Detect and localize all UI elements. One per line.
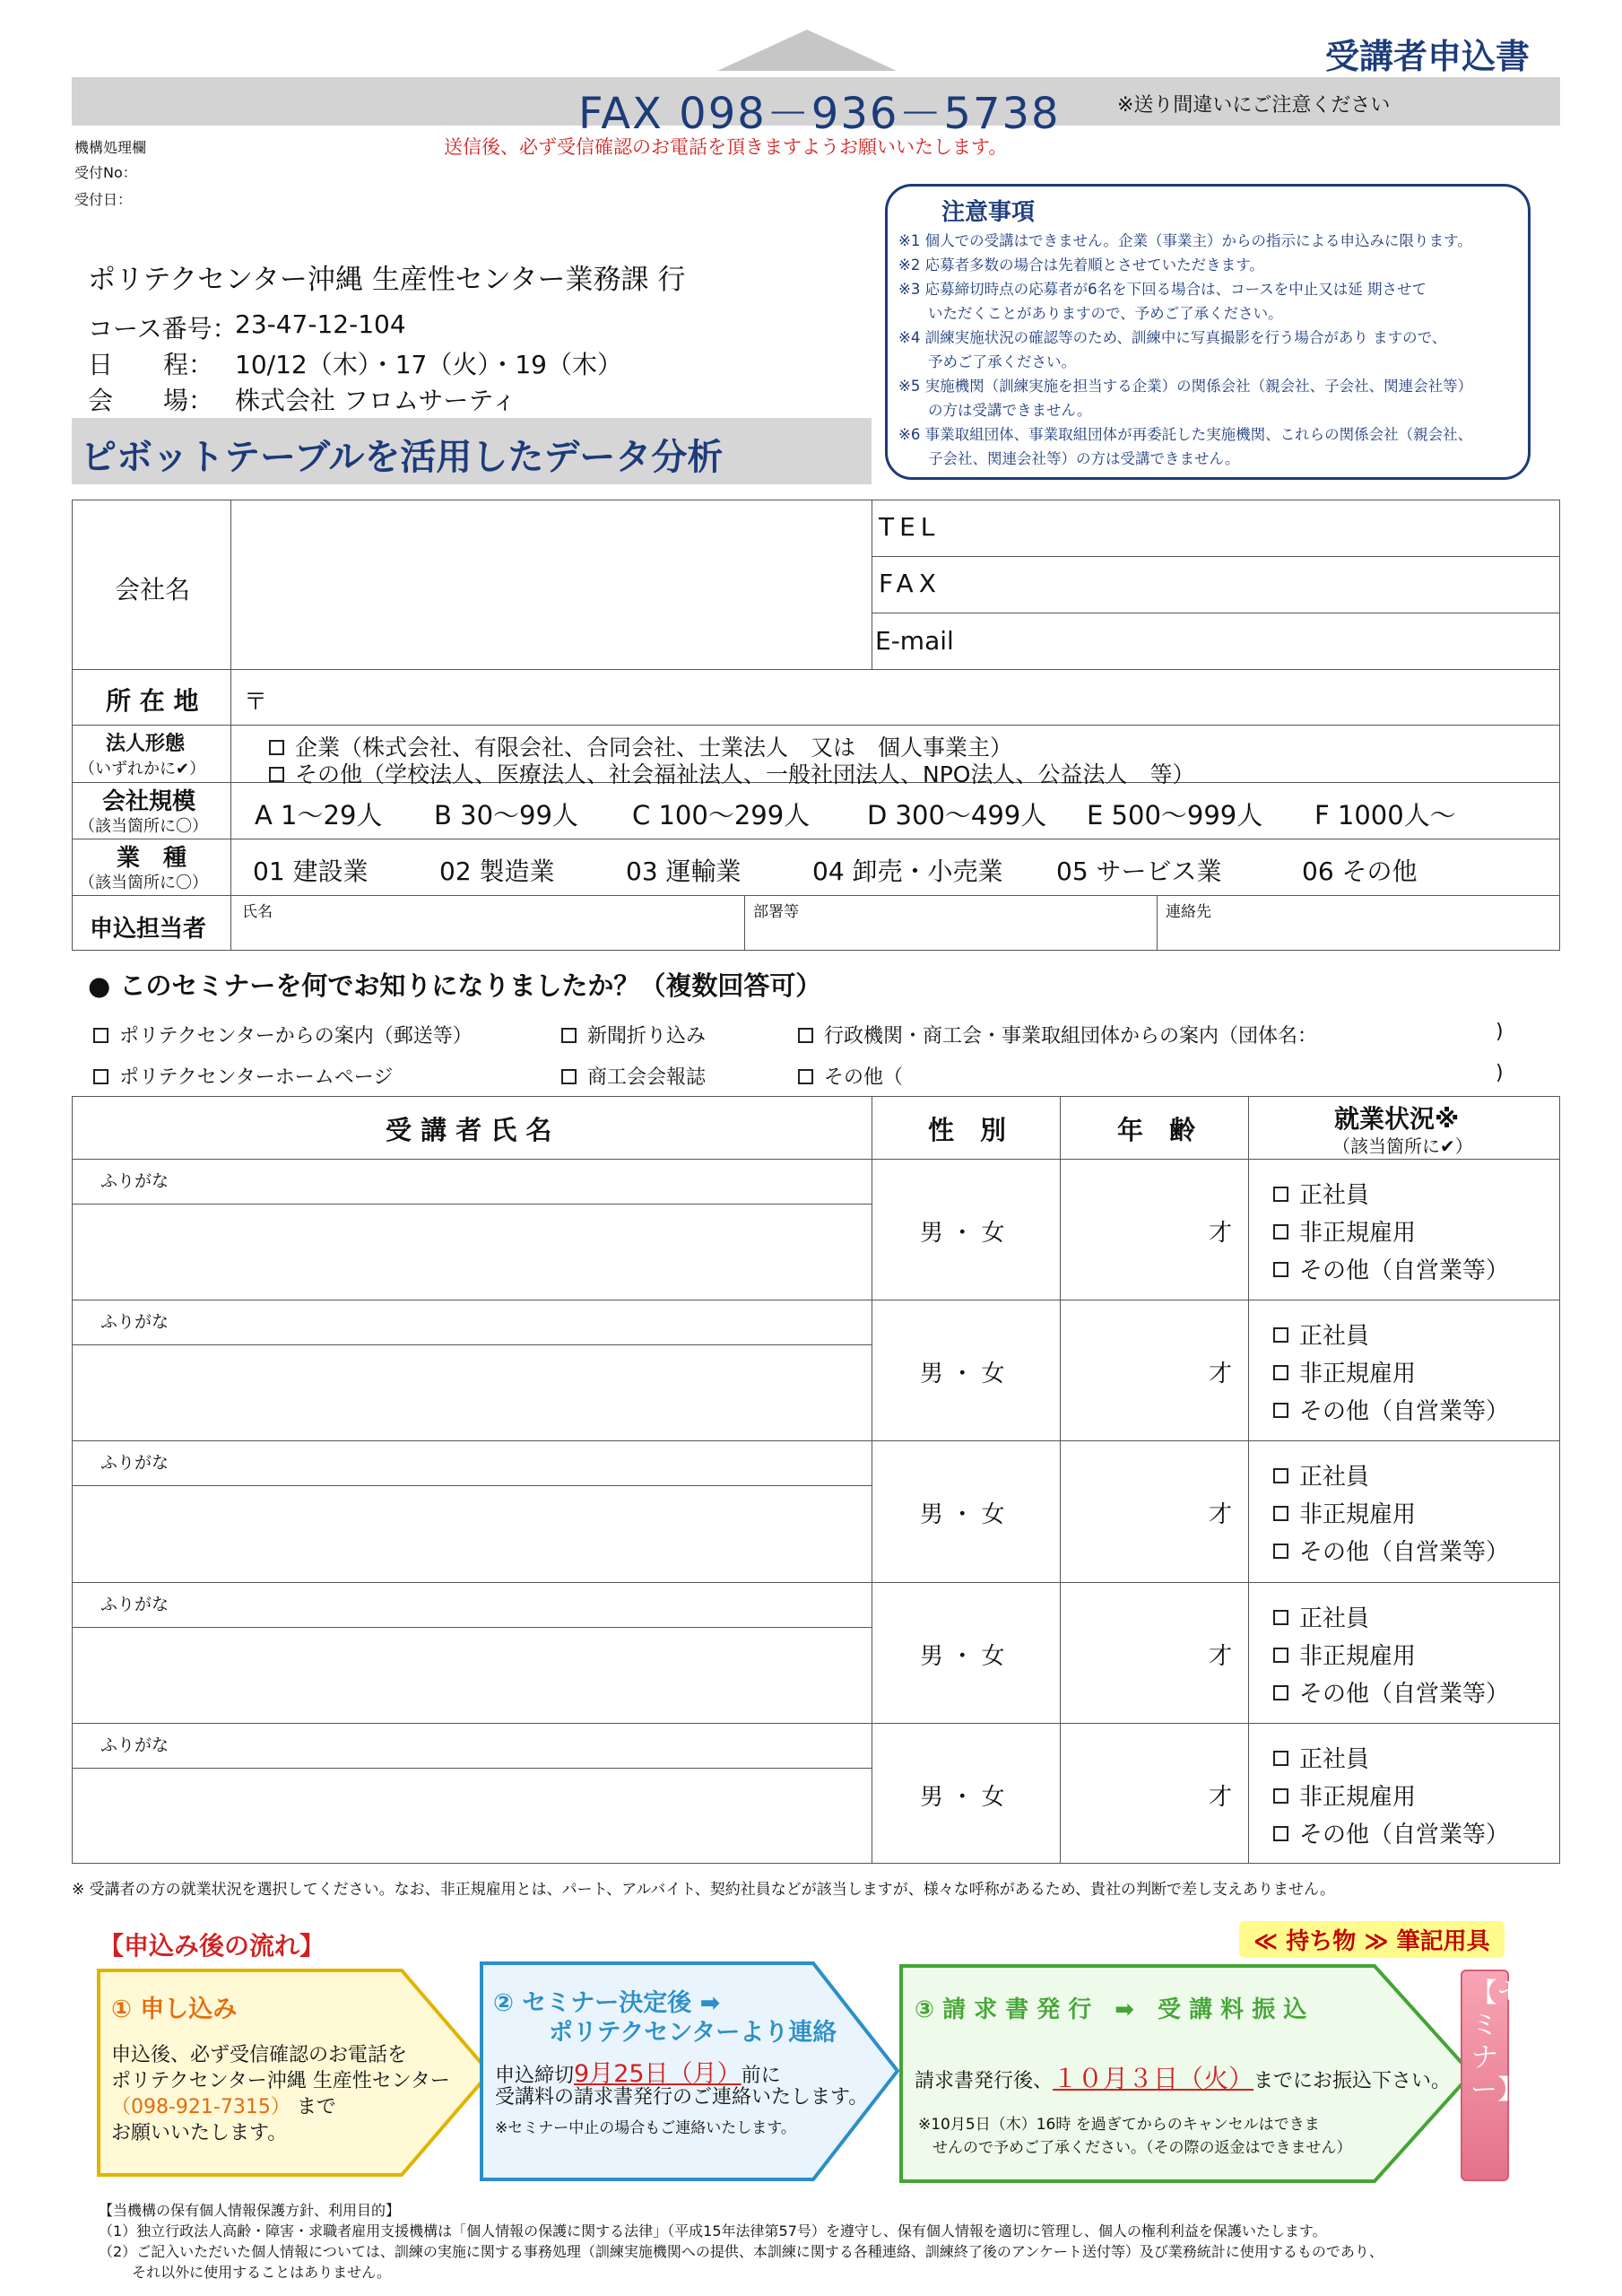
- notes-list: [898, 229, 1472, 471]
- flow-step2-deadline-post: 前に: [741, 2065, 781, 2087]
- furigana-label: ふりがな: [100, 1453, 169, 1473]
- size-option[interactable]: F 1000人～: [1314, 800, 1456, 831]
- survey-option-label: 新聞折り込み: [587, 1025, 707, 1048]
- rule: [1248, 1096, 1249, 1864]
- employment-option[interactable]: [1273, 1638, 1416, 1671]
- employment-option-label: 正社員: [1299, 1746, 1370, 1773]
- checkbox-icon: [798, 1028, 813, 1043]
- employment-option[interactable]: [1273, 1600, 1369, 1633]
- industry-option[interactable]: 01 建設業: [253, 857, 369, 886]
- flow-step4-label: 【セミナー】: [1470, 1978, 1524, 2106]
- bring-items: ≪ 持ち物 ≫ 筆記用具: [1239, 1921, 1505, 1958]
- flow-step1-body: [111, 2042, 450, 2146]
- rule: [72, 1440, 1560, 1441]
- flow-step2-title1: ② セミナー決定後 ➡: [493, 1989, 721, 2017]
- employment-option-label: 非正規雇用: [1299, 1784, 1417, 1811]
- employment-option[interactable]: [1273, 1534, 1509, 1567]
- survey-bracket: ): [1496, 1062, 1504, 1084]
- employment-option[interactable]: [1273, 1177, 1369, 1210]
- flow-step3-note2: せんので予めご了承ください。（その際の返金はできません）: [932, 2139, 1352, 2157]
- employment-option[interactable]: [1273, 1741, 1369, 1774]
- rule: [1157, 895, 1158, 951]
- venue-label: 会 場：: [88, 386, 214, 415]
- rule: [72, 895, 1560, 896]
- tel-label: TEL: [879, 512, 941, 542]
- flow-step3-pre: 請求書発行後、: [915, 2070, 1054, 2092]
- rule: [230, 500, 231, 951]
- size-option[interactable]: B 30～99人: [434, 800, 578, 831]
- note-item: ※6 事業取組団体、事業取組団体が再委託した実施機関、これらの関係会社（親会社、: [898, 426, 1473, 443]
- header-gender: 性 別: [928, 1115, 1007, 1145]
- furigana-field[interactable]: [74, 1161, 870, 1202]
- email-label: E-mail: [875, 626, 954, 656]
- size-label: 会社規模: [102, 788, 196, 815]
- furigana-label: ふりがな: [100, 1595, 169, 1614]
- company-name-field[interactable]: [232, 501, 871, 668]
- size-option[interactable]: A 1～29人: [255, 800, 383, 831]
- header-participant-name: 受 講 者 氏 名: [386, 1115, 552, 1145]
- age-unit: 才: [1209, 1643, 1233, 1670]
- checkbox-icon: [269, 767, 284, 782]
- note-item: ※5 実施機関（訓練実施を担当する企業）の関係会社（親会社、子会社、関連会社等）: [898, 378, 1473, 395]
- rule: [72, 1344, 872, 1345]
- survey-option[interactable]: [798, 1021, 1317, 1048]
- age-unit: 才: [1209, 1361, 1233, 1387]
- survey-option-label: その他（: [824, 1066, 904, 1089]
- rule: [72, 1768, 872, 1769]
- employment-option-label: 正社員: [1299, 1464, 1370, 1491]
- tel-field[interactable]: [986, 501, 1558, 555]
- flow-step1-line: ポリテクセンター沖縄 生産性センター: [111, 2070, 450, 2092]
- gender-select[interactable]: 男 ・ 女: [920, 1784, 1005, 1811]
- employment-option[interactable]: [1273, 1458, 1369, 1492]
- checkbox-icon: [1273, 1506, 1288, 1521]
- employment-option[interactable]: [1273, 1355, 1416, 1388]
- flow-step3-line: [915, 2059, 1451, 2095]
- employment-option-label: 正社員: [1299, 1182, 1370, 1209]
- flow-step2-deadline: 9月25日（月）: [574, 2060, 742, 2088]
- header-employment-sub: （該当箇所に✔）: [1332, 1135, 1473, 1157]
- fax-label: FAX: [879, 569, 941, 598]
- age-field[interactable]: [1062, 1725, 1214, 1861]
- note-item: ※2 応募者多数の場合は先着順とさせていただきます。: [898, 257, 1264, 274]
- employment-option[interactable]: [1273, 1496, 1416, 1529]
- rule: [72, 1627, 872, 1628]
- flow-step2-title2: ポリテクセンターより連絡: [549, 2019, 837, 2047]
- course-label: コース番号：: [88, 314, 238, 344]
- participants-footnote: ※ 受講者の方の就業状況を選択してください。なお、非正規雇用とは、パート、アルバイト、契約社員などが該当しますが、様々な呼称があるため、貴社の判断で差し支えありません。: [72, 1881, 1336, 1899]
- rule: [72, 1204, 872, 1205]
- age-unit: 才: [1209, 1784, 1233, 1811]
- contact-name-field[interactable]: [232, 897, 743, 949]
- employment-option-label: その他（自営業等）: [1299, 1398, 1510, 1425]
- industry-label: 業 種: [117, 845, 187, 872]
- rule: [72, 1582, 1560, 1583]
- participant-name-field[interactable]: [74, 1205, 870, 1299]
- employment-option-label: 非正規雇用: [1299, 1361, 1417, 1387]
- gender-select[interactable]: 男 ・ 女: [920, 1220, 1005, 1247]
- employment-option[interactable]: [1273, 1393, 1509, 1426]
- checkbox-icon: [1273, 1365, 1288, 1380]
- employment-option-label: 非正規雇用: [1299, 1501, 1417, 1528]
- checkbox-icon: [1273, 1187, 1288, 1202]
- privacy-line: それ以外に使用することはありません。: [99, 2264, 392, 2281]
- address-label: 所 在 地: [106, 686, 199, 716]
- gender-select[interactable]: 男 ・ 女: [920, 1501, 1005, 1528]
- checkbox-icon: [1273, 1610, 1288, 1625]
- industry-option[interactable]: 05 サービス業: [1056, 857, 1222, 886]
- fax-field[interactable]: [986, 558, 1558, 612]
- employment-option-label: 正社員: [1299, 1605, 1370, 1632]
- survey-option[interactable]: [561, 1062, 706, 1090]
- flow-step1-line: 申込後、必ず受信確認のお電話を: [111, 2044, 408, 2066]
- venue-value: 株式会社 フロムサーティ: [235, 386, 517, 415]
- checkbox-icon: [93, 1069, 108, 1084]
- rule: [72, 669, 1560, 670]
- header-arrow-shape: [717, 30, 897, 71]
- note-item: 予めご了承ください。: [898, 353, 1076, 370]
- postal-mark: 〒: [244, 689, 268, 716]
- employment-option-label: その他（自営業等）: [1299, 1257, 1510, 1284]
- checkbox-icon: [1273, 1403, 1288, 1418]
- flow-step1-phone: （098-921-7315）: [111, 2096, 291, 2118]
- checkbox-icon: [1273, 1262, 1288, 1277]
- survey-option[interactable]: [93, 1062, 393, 1090]
- age-unit: 才: [1209, 1501, 1233, 1528]
- size-option[interactable]: C 100～299人: [632, 800, 811, 831]
- checkbox-icon: [1273, 1751, 1288, 1766]
- note-item: ※3 応募締切時点の応募者が6名を下回る場合は、コースを中止又は延 期させて: [898, 281, 1427, 298]
- rule: [72, 1159, 1560, 1160]
- size-sub: （該当箇所に〇）: [79, 817, 208, 836]
- flow-step2-line2: 受講料の請求書発行のご連絡いたします。: [495, 2086, 869, 2109]
- participant-name-field[interactable]: [74, 1487, 870, 1580]
- office-use-receipt-no: 受付No：: [74, 164, 137, 181]
- furigana-label: ふりがな: [100, 1171, 169, 1191]
- fax-note: ※送り間違いにご注意ください: [1117, 94, 1391, 117]
- employment-option[interactable]: [1273, 1675, 1509, 1709]
- email-field[interactable]: [986, 614, 1558, 668]
- employment-option-label: その他（自営業等）: [1299, 1822, 1510, 1848]
- furigana-label: ふりがな: [100, 1312, 169, 1332]
- industry-option[interactable]: 06 その他: [1302, 857, 1418, 886]
- employment-option-label: 非正規雇用: [1299, 1220, 1417, 1247]
- size-option[interactable]: E 500～999人: [1087, 800, 1263, 831]
- checkbox-icon: [798, 1069, 813, 1084]
- survey-option[interactable]: [561, 1021, 706, 1048]
- checkbox-icon: [561, 1028, 577, 1043]
- employment-option[interactable]: [1273, 1214, 1416, 1248]
- fax-number: FAX 098－936－5738: [578, 89, 1061, 139]
- industry-option[interactable]: 03 運輸業: [626, 857, 742, 886]
- flow-step1-line: お願いいたします。: [111, 2122, 288, 2144]
- dates-value: 10/12（木）・17（火）・19（木）: [235, 350, 622, 379]
- course-value: 23-47-12-104: [235, 309, 406, 339]
- flow-step1-title: ① 申し込み: [111, 1996, 238, 2023]
- furigana-field[interactable]: [74, 1442, 870, 1483]
- flow-step3-post: までにお振込下さい。: [1253, 2070, 1452, 2092]
- gender-select[interactable]: 男 ・ 女: [920, 1361, 1005, 1387]
- notes-title: 注意事項: [941, 199, 1036, 226]
- flow-step1-phone-suffix: まで: [296, 2096, 336, 2118]
- checkbox-icon: [1273, 1327, 1288, 1343]
- furigana-field[interactable]: [74, 1584, 870, 1625]
- rule: [72, 725, 1560, 726]
- survey-option-label: 行政機関・商工会・事業取組団体からの案内（団体名：: [824, 1025, 1318, 1048]
- employment-option-label: その他（自営業等）: [1299, 1681, 1510, 1708]
- contact-phone-label: 連絡先: [1166, 903, 1211, 921]
- address-field[interactable]: [269, 671, 1558, 723]
- checkbox-icon: [1273, 1826, 1288, 1841]
- note-item: いただくことがありますので、予めご了承ください。: [898, 305, 1283, 322]
- rule: [72, 1485, 872, 1486]
- flow-step3-date: １０月３日（火）: [1053, 2064, 1254, 2093]
- employment-option[interactable]: [1273, 1816, 1509, 1849]
- office-use-receipt-date: 受付日：: [74, 191, 133, 208]
- confirm-note: 送信後、必ず受信確認のお電話を頂きますようお願いいたします。: [444, 136, 1008, 158]
- survey-option-label: 商工会会報誌: [587, 1066, 707, 1089]
- industry-option[interactable]: 02 製造業: [439, 857, 555, 886]
- age-field[interactable]: [1062, 1442, 1214, 1578]
- recipient: ポリテクセンター沖縄 生産性センター業務課 行: [88, 264, 686, 296]
- flow-step2-deadline-pre: 申込締切: [495, 2065, 575, 2087]
- survey-option-label: ポリテクセンターホームページ: [119, 1066, 394, 1089]
- survey-bracket: ): [1496, 1021, 1504, 1043]
- rule: [1060, 1096, 1061, 1864]
- checkbox-icon: [269, 740, 284, 755]
- flow-step3-title: ③ 請 求 書 発 行 ➡ 受 講 料 振 込: [915, 1996, 1307, 2023]
- note-item: ※1 個人での受講はできません。企業（事業主）からの指示による申込みに限ります。: [898, 232, 1472, 249]
- contact-dept-field[interactable]: [746, 897, 1155, 949]
- age-field[interactable]: [1062, 1301, 1214, 1438]
- checkbox-icon: [1273, 1468, 1288, 1483]
- checkbox-icon: [1273, 1648, 1288, 1663]
- employment-option[interactable]: [1273, 1252, 1509, 1285]
- age-field[interactable]: [1062, 1584, 1214, 1720]
- company-name-label: 会社名: [115, 575, 191, 604]
- corp-option-label: その他（学校法人、医療法人、社会福祉法人、一般社団法人、NPO法人、公益法人 等）: [295, 761, 1195, 787]
- size-option[interactable]: D 300～499人: [867, 800, 1047, 831]
- contact-name-label: 氏名: [242, 903, 273, 921]
- furigana-field[interactable]: [74, 1725, 870, 1766]
- employment-option-label: 正社員: [1299, 1323, 1370, 1350]
- header-employment: 就業状況※: [1334, 1104, 1460, 1134]
- industry-option[interactable]: 04 卸売・小売業: [812, 857, 1003, 886]
- checkbox-icon: [1273, 1788, 1288, 1804]
- flow-step3-note1: ※10月5日（木）16時 を過ぎてからのキャンセルはできま: [918, 2116, 1320, 2134]
- contact-phone-field[interactable]: [1158, 897, 1558, 949]
- corp-option-other[interactable]: [269, 757, 1194, 789]
- checkbox-icon: [561, 1069, 577, 1084]
- header-age: 年 齢: [1117, 1115, 1196, 1145]
- note-item: ※4 訓練実施状況の確認等のため、訓練中に写真撮影を行う場合があり ますので、: [898, 329, 1447, 346]
- seminar-title: ピボットテーブルを活用したデータ分析: [81, 437, 724, 478]
- contact-dept-label: 部署等: [753, 903, 799, 921]
- furigana-field[interactable]: [74, 1301, 870, 1343]
- dates-label: 日 程：: [88, 350, 214, 379]
- doc-title: 受講者申込書: [1325, 37, 1531, 76]
- office-use-label: 機構処理欄: [74, 139, 147, 156]
- corp-option-label: 企業（株式会社、有限会社、合同会社、士業法人 又は 個人事業主）: [295, 735, 1013, 761]
- contact-label: 申込担当者: [90, 916, 207, 943]
- participant-name-field[interactable]: [74, 1770, 870, 1863]
- gender-select[interactable]: 男 ・ 女: [920, 1643, 1005, 1670]
- privacy-line: （2）ご記入いただいた個人情報については、訓練の実施に関する事務処理（訓練実施機関への提供、本訓練に関する各種連絡、訓練終了後のアンケート送付等）及び業務統計に使用するものであり、: [99, 2243, 1383, 2260]
- checkbox-icon: [1273, 1224, 1288, 1239]
- flow-step1-phone-line: [111, 2094, 450, 2120]
- survey-question: ● このセミナーを何でお知りになりましたか？（複数回答可）: [88, 970, 822, 1001]
- privacy-line: （1）独立行政法人高齢・障害・求職者雇用支援機構は「個人情報の保護に関する法律」（平成15年法律第57号）を遵守し、保有個人情報を適切に管理し、個人の権利利益を保護いたします。: [99, 2222, 1327, 2239]
- furigana-label: ふりがな: [100, 1735, 169, 1755]
- employment-option-label: その他（自営業等）: [1299, 1539, 1510, 1566]
- flow-step2-note: ※セミナー中止の場合もご連絡いたします。: [495, 2119, 796, 2137]
- rule: [872, 556, 1560, 557]
- checkbox-icon: [1273, 1544, 1288, 1559]
- corp-type-label: 法人形態: [106, 733, 186, 755]
- note-item: の方は受講できません。: [898, 402, 1092, 419]
- rule: [744, 895, 745, 951]
- survey-option[interactable]: [93, 1021, 473, 1048]
- participant-name-field[interactable]: [74, 1629, 870, 1722]
- checkbox-icon: [1273, 1685, 1288, 1700]
- employment-option-label: 非正規雇用: [1299, 1643, 1417, 1670]
- note-item: 子会社、関連会社等）の方は受講できません。: [898, 450, 1240, 467]
- employment-option[interactable]: [1273, 1779, 1416, 1812]
- age-unit: 才: [1209, 1220, 1233, 1247]
- employment-option[interactable]: [1273, 1318, 1369, 1351]
- age-field[interactable]: [1062, 1161, 1214, 1297]
- survey-option[interactable]: [798, 1062, 903, 1090]
- survey-option-label: ポリテクセンターからの案内（郵送等）: [119, 1025, 473, 1048]
- rule: [72, 1723, 1560, 1724]
- checkbox-icon: [93, 1028, 108, 1043]
- privacy-title: 【当機構の保有個人情報保護方針、利用目的】: [99, 2202, 401, 2219]
- flow-title: 【申込み後の流れ】: [99, 1931, 325, 1961]
- corp-type-sub: （いずれかに✔）: [79, 760, 206, 778]
- participant-name-field[interactable]: [74, 1346, 870, 1439]
- industry-sub: （該当箇所に〇）: [79, 874, 208, 892]
